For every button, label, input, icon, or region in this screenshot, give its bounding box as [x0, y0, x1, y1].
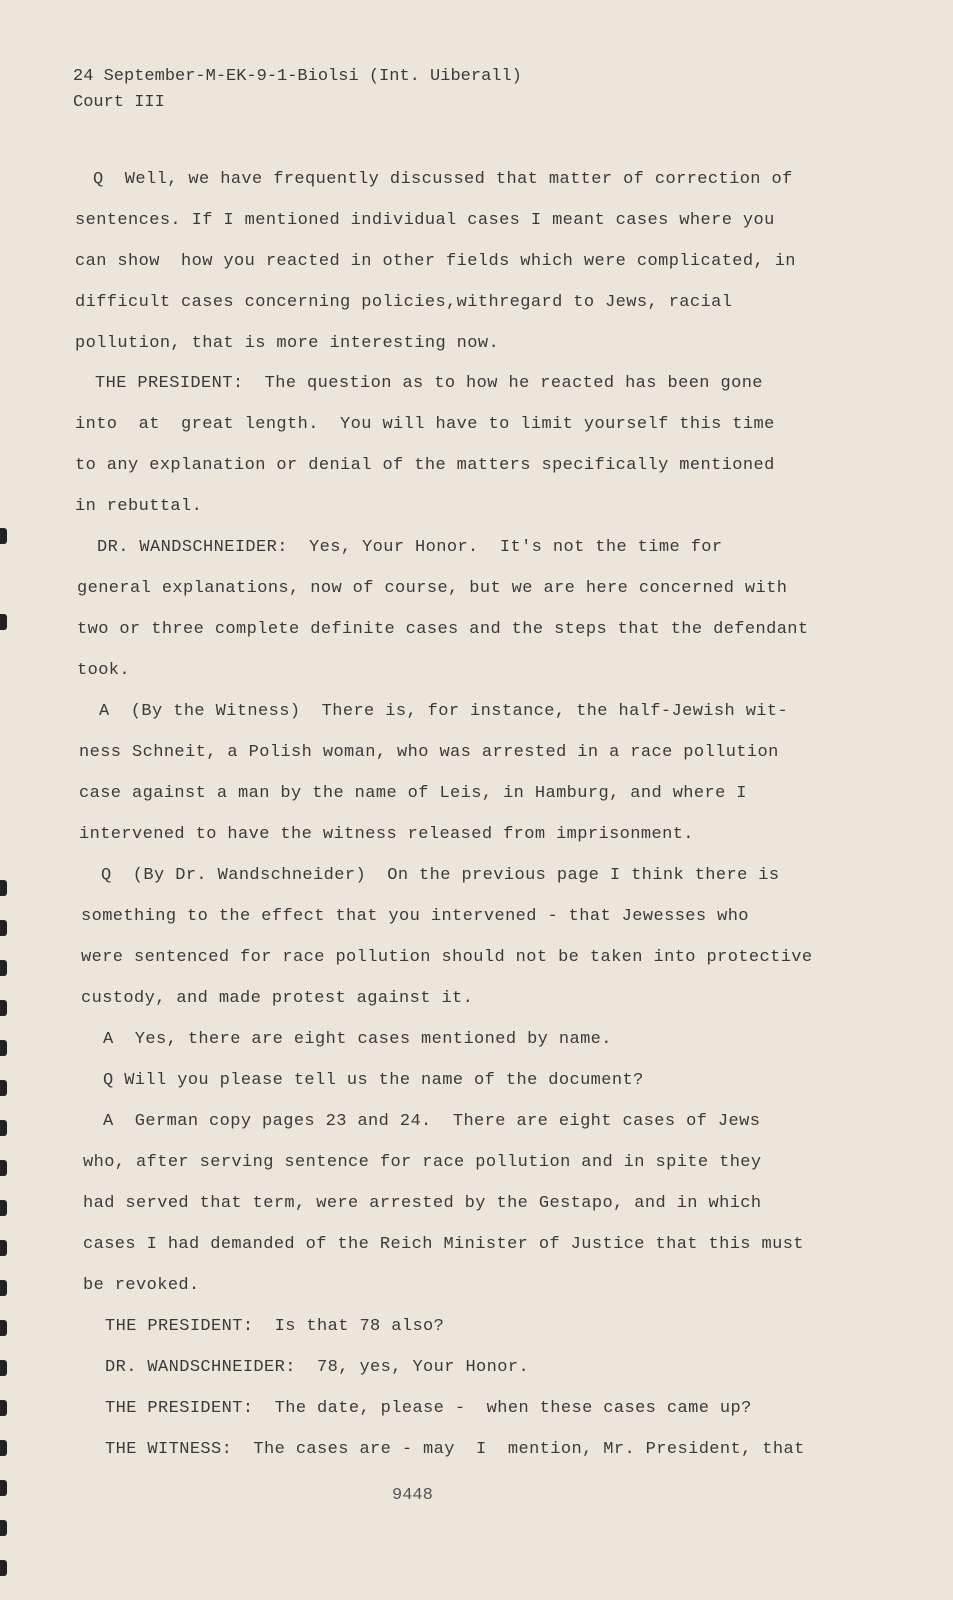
binder-hole: [0, 1240, 7, 1256]
binder-hole: [0, 1160, 7, 1176]
transcript-line: can show how you reacted in other fields which were complicated, in: [75, 252, 796, 271]
binder-hole: [0, 880, 7, 896]
binder-hole: [0, 1000, 7, 1016]
binder-holes: [0, 0, 14, 1600]
transcript-line: intervened to have the witness released from imprisonment.: [79, 825, 694, 844]
transcript-line: THE PRESIDENT: The date, please - when these cases came up?: [105, 1399, 752, 1418]
binder-hole: [0, 1080, 7, 1096]
transcript-line: A (By the Witness) There is, for instance, the half-Jewish wit-: [99, 702, 789, 721]
binder-hole: [0, 1040, 7, 1056]
document-header: [73, 64, 522, 116]
header-line-date: 24 September-M-EK-9-1-Biolsi (Int. Uiberall): [73, 67, 522, 86]
transcript-line: Q Will you please tell us the name of the document?: [103, 1071, 644, 1090]
transcript-line: in rebuttal.: [75, 497, 203, 516]
header-line-court: Court III: [73, 93, 165, 112]
binder-hole: [0, 1320, 7, 1336]
transcript-line: DR. WANDSCHNEIDER: 78, yes, Your Honor.: [105, 1358, 530, 1377]
transcript-line: custody, and made protest against it.: [81, 989, 474, 1008]
transcript-line: THE PRESIDENT: Is that 78 also?: [105, 1317, 445, 1336]
transcript-line: who, after serving sentence for race pollution and in spite they: [83, 1153, 762, 1172]
transcript-line: into at great length. You will have to limit yourself this time: [75, 415, 775, 434]
binder-hole: [0, 1280, 7, 1296]
transcript-line: ness Schneit, a Polish woman, who was arrested in a race pollution: [79, 743, 779, 762]
binder-hole: [0, 960, 7, 976]
transcript-line: cases I had demanded of the Reich Minister of Justice that this must: [83, 1235, 804, 1254]
page-number: 9448: [392, 1486, 433, 1505]
transcript-line: THE PRESIDENT: The question as to how he reacted has been gone: [95, 374, 763, 393]
binder-hole: [0, 1560, 7, 1576]
binder-hole: [0, 1360, 7, 1376]
transcript-line: case against a man by the name of Leis, in Hamburg, and where I: [79, 784, 747, 803]
transcript-line: general explanations, now of course, but we are here concerned with: [77, 579, 788, 598]
binder-hole: [0, 920, 7, 936]
transcript-line: THE WITNESS: The cases are - may I mention, Mr. President, that: [105, 1440, 805, 1459]
transcript-line: Q (By Dr. Wandschneider) On the previous page I think there is: [101, 866, 780, 885]
transcript-line: took.: [77, 661, 131, 680]
transcript-line: A German copy pages 23 and 24. There are eight cases of Jews: [103, 1112, 761, 1131]
transcript-line: to any explanation or denial of the matters specifically mentioned: [75, 456, 775, 475]
transcript-line: difficult cases concerning policies,withregard to Jews, racial: [75, 293, 733, 312]
binder-hole: [0, 1200, 7, 1216]
transcript-line: pollution, that is more interesting now.: [75, 334, 500, 353]
transcript-line: A Yes, there are eight cases mentioned by name.: [103, 1030, 612, 1049]
binder-hole: [0, 1520, 7, 1536]
binder-hole: [0, 528, 7, 544]
transcript-line: DR. WANDSCHNEIDER: Yes, Your Honor. It's not the time for: [97, 538, 723, 557]
binder-hole: [0, 614, 7, 630]
binder-hole: [0, 1400, 7, 1416]
transcript-line: had served that term, were arrested by the Gestapo, and in which: [83, 1194, 762, 1213]
binder-hole: [0, 1120, 7, 1136]
binder-hole: [0, 1440, 7, 1456]
transcript-line: sentences. If I mentioned individual cases I meant cases where you: [75, 211, 775, 230]
transcript-line: something to the effect that you intervened - that Jewesses who: [81, 907, 749, 926]
transcript-line: be revoked.: [83, 1276, 200, 1295]
binder-hole: [0, 1480, 7, 1496]
transcript-line: two or three complete definite cases and the steps that the defendant: [77, 620, 809, 639]
transcript-line: Q Well, we have frequently discussed that matter of correction of: [93, 170, 793, 189]
transcript-line: were sentenced for race pollution should not be taken into protective: [81, 948, 813, 967]
